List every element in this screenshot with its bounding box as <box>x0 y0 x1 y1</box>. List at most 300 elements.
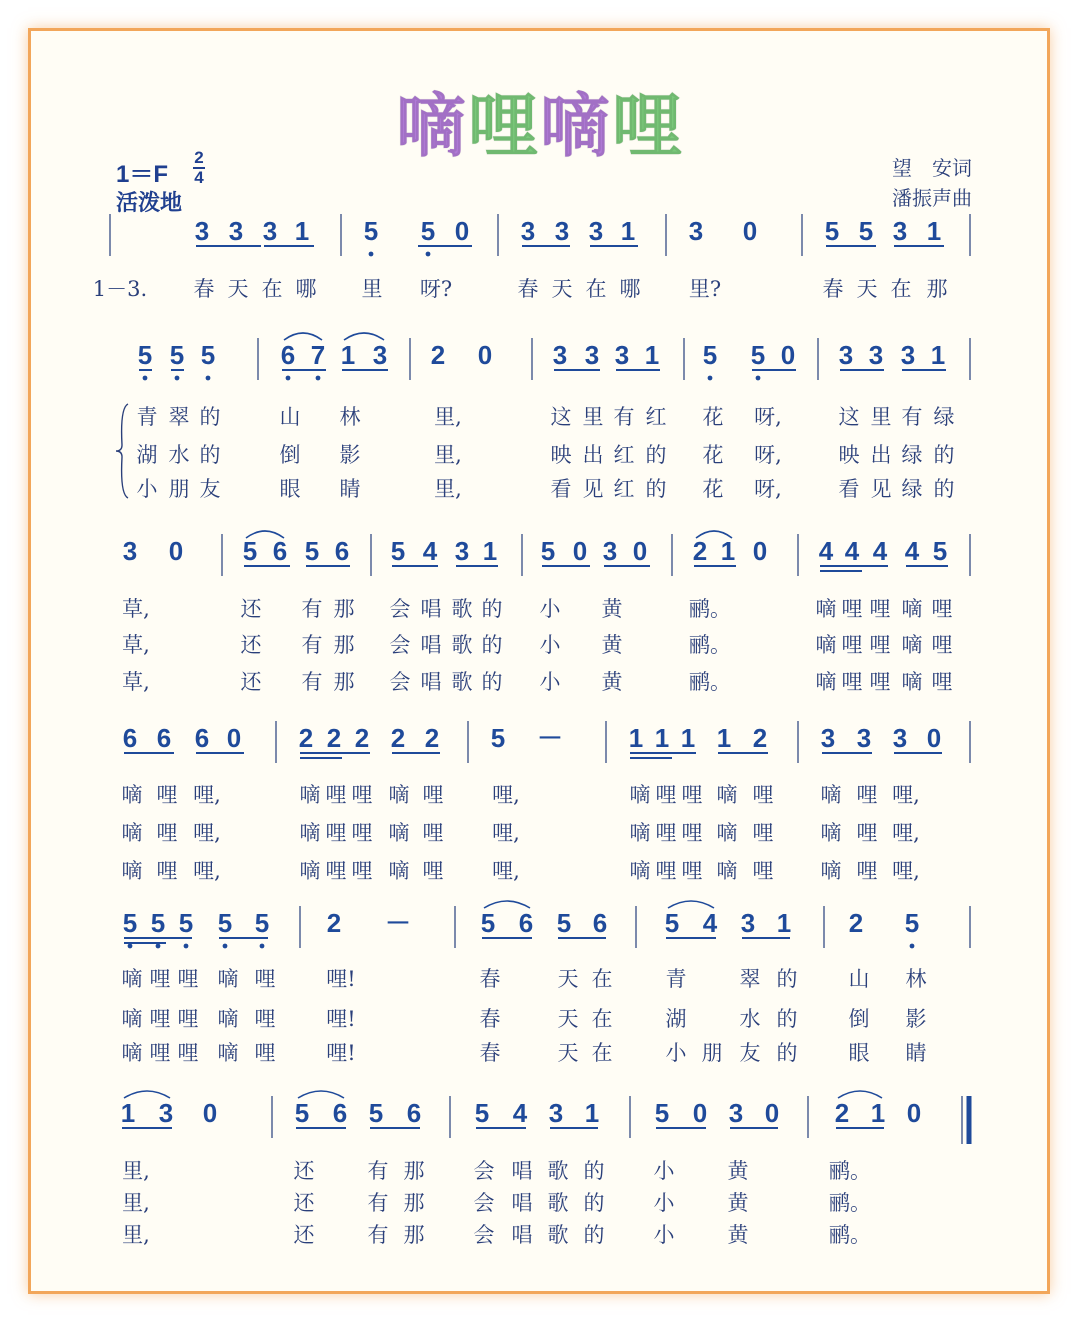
lyric-syllable: 歌 <box>451 670 473 694</box>
lyric-syllable: 里, <box>122 1223 150 1247</box>
lyric-syllable: 花 <box>702 443 724 467</box>
lyric-syllable: 里, <box>122 1159 150 1183</box>
lyric-syllable: 有 <box>901 405 923 429</box>
lyric-syllable: 哩, <box>193 859 221 883</box>
lyric-syllable: 嘀 <box>820 821 842 845</box>
lyric-syllable: 嘀 <box>388 859 410 883</box>
lyric-syllable: 黄 <box>727 1159 749 1183</box>
lower-octave-dot <box>206 376 211 381</box>
lyric-syllable: 鹂。 <box>829 1223 871 1247</box>
note: 0 <box>692 1098 708 1128</box>
slur <box>124 1091 170 1098</box>
note: 0 <box>168 536 184 566</box>
note: 1 <box>120 1098 136 1128</box>
lyric-syllable: 朋 <box>168 477 190 501</box>
lyric-syllable: 里, <box>434 405 462 429</box>
lyric-syllable: 天 <box>557 1041 579 1065</box>
lyric-syllable: 哩 <box>856 821 878 845</box>
composer-credit: 潘振声曲 <box>892 186 972 210</box>
note: 5 <box>420 216 436 246</box>
note: 1 <box>680 723 696 753</box>
note: 0 <box>764 1098 780 1128</box>
lyric-syllable: 有 <box>301 597 323 621</box>
note: 3 <box>688 216 704 246</box>
lyric-syllable: 倒 <box>279 443 301 467</box>
lyric-syllable: 哩 <box>752 821 774 845</box>
lyric-syllable: 小 <box>653 1191 675 1215</box>
lyric-syllable: 那 <box>926 277 948 301</box>
note: 0 <box>780 340 796 370</box>
lyric-syllable: 哩 <box>177 967 199 991</box>
lyric-syllable: 嘀 <box>815 597 837 621</box>
lyric-syllable: 哩! <box>326 1041 356 1065</box>
lyric-syllable: 嘀 <box>815 633 837 657</box>
lyric-syllable: 哩 <box>149 967 171 991</box>
title-char: 嘀 <box>396 85 468 167</box>
lyric-syllable: 哩 <box>351 821 373 845</box>
lyric-syllable: 唱 <box>511 1223 533 1247</box>
note: 5 <box>540 536 556 566</box>
note: 1 <box>628 723 644 753</box>
slur <box>298 1091 344 1098</box>
lyric-syllable: 鹂。 <box>829 1191 871 1215</box>
lyric-syllable: 嘀 <box>716 859 738 883</box>
lyric-syllable: 哩 <box>841 633 863 657</box>
lyric-syllable: 哩! <box>326 967 356 991</box>
note: 3 <box>740 908 756 938</box>
lyric-syllable: 哩 <box>422 859 444 883</box>
note: 2 <box>424 723 440 753</box>
note: 5 <box>217 908 233 938</box>
note: 3 <box>262 216 278 246</box>
lyric-syllable: 黄 <box>727 1223 749 1247</box>
lyric-syllable: 哩 <box>325 859 347 883</box>
lyric-syllable: 嘀 <box>217 1007 239 1031</box>
note: 0 <box>752 536 768 566</box>
note: 0 <box>926 723 942 753</box>
lyric-syllable: 歌 <box>547 1159 569 1183</box>
lyric-syllable: 嘀 <box>629 821 651 845</box>
lyric-syllable: 有 <box>367 1223 389 1247</box>
lyric-syllable: 唱 <box>420 597 442 621</box>
lyric-syllable: 那 <box>403 1159 425 1183</box>
tempo-marking: 活泼地 <box>116 191 183 216</box>
lyric-syllable: 天 <box>227 277 249 301</box>
lyric-syllable: 出 <box>870 443 892 467</box>
note: 3 <box>602 536 618 566</box>
lyric-syllable: 的 <box>933 477 955 501</box>
lyric-syllable: 天 <box>557 1007 579 1031</box>
lyricist-credit: 望 安词 <box>892 156 972 180</box>
lyric-syllable: 里, <box>434 443 462 467</box>
lyric-syllable: 嘀 <box>121 1041 143 1065</box>
lyric-syllable: 唱 <box>420 670 442 694</box>
note: 3 <box>122 536 138 566</box>
lyric-syllable: 哩 <box>841 670 863 694</box>
lyric-syllable: 那 <box>333 597 355 621</box>
lyric-syllable: 哩 <box>177 1041 199 1065</box>
lyric-syllable: 黄 <box>601 633 623 657</box>
lyric-syllable: 里 <box>361 277 383 301</box>
lyric-syllable: 翠 <box>739 967 761 991</box>
note: 2 <box>390 723 406 753</box>
note: 5 <box>368 1098 384 1128</box>
note: 3 <box>158 1098 174 1128</box>
lyric-syllable: 会 <box>473 1159 495 1183</box>
lower-octave-dot <box>910 944 915 949</box>
lyric-syllable: 黄 <box>601 670 623 694</box>
note: 2 <box>354 723 370 753</box>
note: － <box>384 908 412 938</box>
lyric-syllable: 林 <box>339 405 361 429</box>
lyric-syllable: 的 <box>481 633 503 657</box>
lyric-syllable: 哩 <box>655 821 677 845</box>
lyric-syllable: 友 <box>199 477 221 501</box>
lyric-syllable: 水 <box>739 1007 761 1031</box>
lyric-syllable: 的 <box>933 443 955 467</box>
lyric-syllable: 嘀 <box>820 783 842 807</box>
note: － <box>536 723 564 753</box>
lyric-syllable: 小 <box>653 1159 675 1183</box>
lyric-syllable: 在 <box>585 277 607 301</box>
lyric-syllable: 会 <box>389 633 411 657</box>
note: 1 <box>644 340 660 370</box>
note: 5 <box>150 908 166 938</box>
note: 5 <box>932 536 948 566</box>
note: 6 <box>280 340 296 370</box>
lyric-syllable: 春 <box>517 277 539 301</box>
lyric-syllable: 花 <box>702 405 724 429</box>
lyric-syllable: 唱 <box>511 1191 533 1215</box>
time-signature-bottom: 4 <box>194 168 204 187</box>
lyric-syllable: 这 <box>838 405 860 429</box>
lyric-syllable: 哩 <box>325 783 347 807</box>
lyric-syllable: 倒 <box>848 1007 870 1031</box>
lyric-syllable: 青 <box>665 967 687 991</box>
lyric-syllable: 见 <box>582 477 604 501</box>
lyric-syllable: 里? <box>688 277 722 301</box>
lyric-syllable: 哩 <box>325 821 347 845</box>
note: 1 <box>620 216 636 246</box>
lyric-syllable: 唱 <box>511 1159 533 1183</box>
note: 3 <box>588 216 604 246</box>
note: 3 <box>194 216 210 246</box>
note: 5 <box>702 340 718 370</box>
lyric-syllable: 小 <box>653 1223 675 1247</box>
note: 1 <box>482 536 498 566</box>
note: 3 <box>454 536 470 566</box>
note: 5 <box>169 340 185 370</box>
note: 5 <box>858 216 874 246</box>
note: 5 <box>363 216 379 246</box>
note: 4 <box>422 536 438 566</box>
note: 4 <box>844 536 860 566</box>
lower-octave-dot <box>369 252 374 257</box>
lyric-syllable: 嘀 <box>716 783 738 807</box>
lyric-syllable: 林 <box>905 967 927 991</box>
note: 0 <box>202 1098 218 1128</box>
note: 3 <box>868 340 884 370</box>
lyric-syllable: 嘀 <box>629 783 651 807</box>
note: 1 <box>584 1098 600 1128</box>
lower-octave-dot <box>143 376 148 381</box>
lyric-syllable: 的 <box>481 670 503 694</box>
lyric-syllable: 还 <box>240 597 262 621</box>
lyric-syllable: 看 <box>838 477 860 501</box>
note: 0 <box>226 723 242 753</box>
lyric-syllable: 哪 <box>295 277 317 301</box>
note: 5 <box>390 536 406 566</box>
lyric-syllable: 草, <box>122 633 150 657</box>
note: 7 <box>310 340 326 370</box>
lyric-syllable: 小 <box>665 1041 687 1065</box>
note: 5 <box>178 908 194 938</box>
lyric-syllable: 嘀 <box>388 783 410 807</box>
lyric-syllable: 影 <box>339 443 361 467</box>
lyric-syllable: 眼 <box>279 477 301 501</box>
lyric-syllable: 哩, <box>492 783 520 807</box>
note: 0 <box>477 340 493 370</box>
lyric-syllable: 草, <box>122 670 150 694</box>
lyric-syllable: 嘀 <box>121 821 143 845</box>
lyric-syllable: 哩, <box>492 821 520 845</box>
lyric-syllable: 哩 <box>869 633 891 657</box>
lyric-syllable: 哩 <box>931 670 953 694</box>
lyric-syllable: 的 <box>583 1223 605 1247</box>
lyric-syllable: 还 <box>240 670 262 694</box>
note: 2 <box>298 723 314 753</box>
note: 5 <box>654 1098 670 1128</box>
note: 3 <box>856 723 872 753</box>
lyric-syllable: 嘀 <box>388 821 410 845</box>
note: 3 <box>552 340 568 370</box>
lyric-syllable: 鹂。 <box>689 633 731 657</box>
lyric-syllable: 的 <box>583 1191 605 1215</box>
lower-octave-dot <box>260 944 265 949</box>
note: 5 <box>664 908 680 938</box>
lyric-syllable: 哪 <box>619 277 641 301</box>
lyric-syllable: 里 <box>870 405 892 429</box>
lyric-syllable: 的 <box>776 967 798 991</box>
note: 5 <box>242 536 258 566</box>
lyric-syllable: 小 <box>539 633 561 657</box>
lyric-syllable: 嘀 <box>901 597 923 621</box>
note: 6 <box>518 908 534 938</box>
lyric-syllable: 朋 <box>701 1041 723 1065</box>
note: 3 <box>900 340 916 370</box>
time-signature-top: 2 <box>194 148 204 167</box>
lyric-syllable: 红 <box>645 405 667 429</box>
lyric-syllable: 哩 <box>752 859 774 883</box>
lyric-syllable: 鹂。 <box>689 670 731 694</box>
lyric-syllable: 水 <box>168 443 190 467</box>
lyric-syllable: 在 <box>591 1041 613 1065</box>
slur <box>668 901 714 908</box>
lyric-syllable: 的 <box>645 477 667 501</box>
note: 6 <box>332 1098 348 1128</box>
lyric-syllable: 的 <box>481 597 503 621</box>
lyric-syllable: 哩! <box>326 1007 356 1031</box>
slur <box>838 1091 882 1098</box>
note: 6 <box>194 723 210 753</box>
lyric-syllable: 哩 <box>156 821 178 845</box>
lyric-syllable: 哩 <box>254 967 276 991</box>
note: 3 <box>614 340 630 370</box>
key-signature: 1＝F <box>116 161 169 188</box>
note: 1 <box>716 723 732 753</box>
lyric-syllable: 嘀 <box>299 821 321 845</box>
note: 2 <box>326 908 342 938</box>
lyric-syllable: 嘀 <box>716 821 738 845</box>
lyric-syllable: 那 <box>403 1191 425 1215</box>
lyric-syllable: 的 <box>776 1041 798 1065</box>
lyric-syllable: 里 <box>582 405 604 429</box>
lower-octave-dot <box>756 376 761 381</box>
lyric-syllable: 嘀 <box>901 633 923 657</box>
note: 0 <box>906 1098 922 1128</box>
note: 5 <box>200 340 216 370</box>
lyric-syllable: 会 <box>389 670 411 694</box>
lyric-syllable: 有 <box>367 1191 389 1215</box>
note: 4 <box>904 536 920 566</box>
lyric-syllable: 这 <box>550 405 572 429</box>
lower-octave-dot <box>184 944 189 949</box>
note: 1 <box>340 340 356 370</box>
note: 4 <box>702 908 718 938</box>
note: 1 <box>930 340 946 370</box>
lyric-syllable: 哩 <box>156 783 178 807</box>
note: 2 <box>834 1098 850 1128</box>
lyric-syllable: 的 <box>583 1159 605 1183</box>
title-char: 哩 <box>468 85 540 167</box>
lyric-syllable: 歌 <box>451 597 473 621</box>
note: 1 <box>294 216 310 246</box>
lyric-syllable: 映 <box>550 443 572 467</box>
lyric-syllable: 那 <box>403 1223 425 1247</box>
lyric-syllable: 睛 <box>339 477 361 501</box>
note: 3 <box>728 1098 744 1128</box>
note: 5 <box>750 340 766 370</box>
lyric-syllable: 哩 <box>655 859 677 883</box>
lyric-syllable: 翠 <box>168 405 190 429</box>
note: 2 <box>430 340 446 370</box>
note: 0 <box>742 216 758 246</box>
lyric-syllable: 山 <box>848 967 870 991</box>
lyric-syllable: 歌 <box>547 1191 569 1215</box>
lyric-syllable: 影 <box>905 1007 927 1031</box>
note: 2 <box>752 723 768 753</box>
lyric-syllable: 的 <box>199 443 221 467</box>
note: 5 <box>137 340 153 370</box>
lyric-syllable: 有 <box>301 633 323 657</box>
lyric-syllable: 哩 <box>681 821 703 845</box>
note: 3 <box>584 340 600 370</box>
lyric-syllable: 哩 <box>254 1041 276 1065</box>
lyric-syllable: 会 <box>389 597 411 621</box>
lyric-syllable: 哩 <box>752 783 774 807</box>
lyric-syllable: 的 <box>776 1007 798 1031</box>
lyric-syllable: 嘀 <box>820 859 842 883</box>
note: 1 <box>870 1098 886 1128</box>
note: 5 <box>480 908 496 938</box>
lyric-syllable: 湖 <box>665 1007 687 1031</box>
lower-octave-dot <box>128 944 133 949</box>
lyric-syllable: 里, <box>122 1191 150 1215</box>
lyric-syllable: 天 <box>856 277 878 301</box>
lyric-syllable: 绿 <box>901 477 923 501</box>
lyric-syllable: 嘀 <box>901 670 923 694</box>
lyric-syllable: 青 <box>136 405 158 429</box>
lyric-syllable: 哩, <box>193 821 221 845</box>
lyric-syllable: 看 <box>550 477 572 501</box>
note: 5 <box>556 908 572 938</box>
lyric-syllable: 歌 <box>451 633 473 657</box>
lyric-syllable: 哩, <box>892 783 920 807</box>
title-char: 嘀 <box>540 85 612 167</box>
lyric-syllable: 嘀 <box>629 859 651 883</box>
lyric-syllable: 还 <box>293 1191 315 1215</box>
lyric-syllable: 有 <box>301 670 323 694</box>
note: 6 <box>272 536 288 566</box>
lower-octave-dot <box>708 376 713 381</box>
lyric-syllable: 呀, <box>754 477 782 501</box>
lyric-syllable: 哩 <box>681 859 703 883</box>
lower-octave-dot <box>223 944 228 949</box>
lyric-syllable: 鹂。 <box>829 1159 871 1183</box>
lyric-syllable: 春 <box>479 967 501 991</box>
lyric-syllable: 在 <box>591 1007 613 1031</box>
lyric-syllable: 嘀 <box>815 670 837 694</box>
lyric-syllable: 天 <box>551 277 573 301</box>
note: 3 <box>892 216 908 246</box>
lyric-syllable: 哩 <box>177 1007 199 1031</box>
lyric-syllable: 还 <box>293 1159 315 1183</box>
lyric-syllable: 还 <box>293 1223 315 1247</box>
lyric-syllable: 哩 <box>856 783 878 807</box>
lyric-syllable: 春 <box>479 1041 501 1065</box>
lyric-syllable: 天 <box>557 967 579 991</box>
slur <box>344 333 384 340</box>
lyric-syllable: 哩 <box>869 597 891 621</box>
note: 5 <box>304 536 320 566</box>
lyric-syllable: 睛 <box>905 1041 927 1065</box>
lyric-syllable: 哩, <box>492 859 520 883</box>
lyric-syllable: 呀, <box>754 405 782 429</box>
note: 5 <box>490 723 506 753</box>
lyric-syllable: 嘀 <box>121 783 143 807</box>
note: 3 <box>548 1098 564 1128</box>
note: 5 <box>294 1098 310 1128</box>
lyric-syllable: 的 <box>199 405 221 429</box>
lyric-syllable: 哩 <box>856 859 878 883</box>
lyric-syllable: 小 <box>539 670 561 694</box>
lyric-syllable: 黄 <box>601 597 623 621</box>
title-char: 哩 <box>612 85 684 167</box>
lyric-syllable: 小 <box>539 597 561 621</box>
note: 4 <box>872 536 888 566</box>
note: 4 <box>818 536 834 566</box>
note: 5 <box>254 908 270 938</box>
slur <box>284 333 322 340</box>
lyric-syllable: 黄 <box>727 1191 749 1215</box>
lyric-syllable: 嘀 <box>299 783 321 807</box>
lyric-syllable: 山 <box>279 405 301 429</box>
lyric-syllable: 哩, <box>892 859 920 883</box>
note: 3 <box>820 723 836 753</box>
note: 5 <box>904 908 920 938</box>
lyric-syllable: 歌 <box>547 1223 569 1247</box>
note: 6 <box>122 723 138 753</box>
